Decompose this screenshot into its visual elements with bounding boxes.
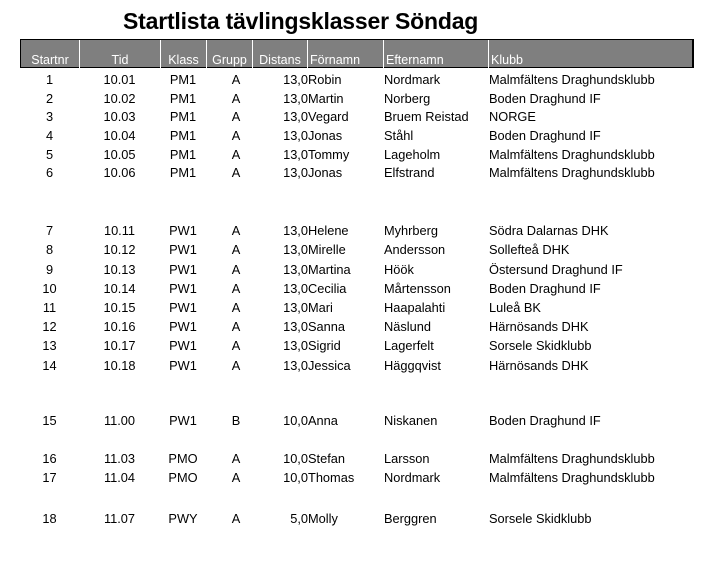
cell-fornamn: Thomas: [308, 470, 355, 485]
cell-fornamn: Helene: [308, 223, 349, 238]
cell-klass: PMO: [168, 451, 198, 466]
cell-fornamn: Anna: [308, 413, 338, 428]
cell-fornamn: Vegard: [308, 109, 349, 124]
cell-klubb: Boden Draghund IF: [489, 413, 601, 428]
cell-tid: 10.12: [103, 242, 136, 257]
cell-klubb: Malmfältens Draghundsklubb: [489, 451, 655, 466]
page-title: Startlista tävlingsklasser Söndag: [123, 8, 479, 34]
cell-startnr: 6: [45, 165, 54, 180]
cell-efternamn: Myhrberg: [384, 223, 439, 238]
table-row: [20, 280, 694, 298]
cell-startnr: 16: [42, 451, 57, 466]
cell-fornamn: Jonas: [308, 165, 343, 180]
cell-startnr: 18: [42, 511, 57, 526]
cell-grupp: A: [231, 165, 241, 180]
cell-startnr: 14: [42, 358, 57, 373]
column-header-label: Grupp: [212, 52, 247, 67]
cell-distans: 10,0: [283, 413, 308, 428]
cell-klass: PWY: [168, 511, 198, 526]
cell-klubb: Malmfältens Draghundsklubb: [489, 470, 655, 485]
table-header: [20, 39, 694, 68]
table-row: [20, 357, 694, 375]
cell-startnr: 1: [45, 72, 54, 87]
cell-klubb: Östersund Draghund IF: [489, 262, 623, 277]
cell-tid: 10.04: [103, 128, 136, 143]
cell-fornamn: Mirelle: [308, 242, 346, 257]
cell-startnr: 4: [45, 128, 54, 143]
cell-klass: PM1: [169, 147, 197, 162]
cell-tid: 10.05: [103, 147, 136, 162]
cell-startnr: 17: [42, 470, 57, 485]
column-header-label: Klass: [168, 52, 199, 67]
cell-fornamn: Martina: [308, 262, 351, 277]
cell-fornamn: Sanna: [308, 319, 346, 334]
cell-grupp: A: [231, 338, 241, 353]
cell-fornamn: Martin: [308, 91, 344, 106]
cell-klubb: Härnösands DHK: [489, 319, 589, 334]
cell-distans: 13,0: [283, 262, 308, 277]
cell-grupp: A: [231, 128, 241, 143]
cell-efternamn: Mårtensson: [384, 281, 451, 296]
cell-fornamn: Jonas: [308, 128, 343, 143]
cell-efternamn: Lagerfelt: [384, 338, 434, 353]
cell-distans: 5,0: [290, 511, 308, 526]
cell-grupp: A: [231, 91, 241, 106]
cell-grupp: A: [231, 262, 241, 277]
cell-grupp: A: [231, 358, 241, 373]
cell-fornamn: Tommy: [308, 147, 350, 162]
cell-tid: 10.03: [103, 109, 136, 124]
cell-grupp: A: [231, 281, 241, 296]
cell-klubb: Sorsele Skidklubb: [489, 338, 592, 353]
cell-grupp: A: [231, 147, 241, 162]
table-row: [20, 299, 694, 317]
column-header-grupp: [207, 40, 253, 68]
cell-klubb: Sorsele Skidklubb: [489, 511, 592, 526]
cell-distans: 13,0: [283, 300, 308, 315]
cell-efternamn: Elfstrand: [384, 165, 435, 180]
column-header-klubb: [489, 40, 692, 68]
cell-startnr: 7: [45, 223, 54, 238]
cell-efternamn: Berggren: [384, 511, 437, 526]
cell-klubb: Södra Dalarnas DHK: [489, 223, 609, 238]
cell-efternamn: Norberg: [384, 91, 431, 106]
cell-efternamn: Ståhl: [384, 128, 414, 143]
cell-fornamn: Stefan: [308, 451, 345, 466]
cell-tid: 10.06: [103, 165, 136, 180]
table-row: [20, 90, 694, 108]
cell-klass: PM1: [169, 128, 197, 143]
table-row: [20, 241, 694, 259]
cell-grupp: B: [231, 413, 241, 428]
cell-startnr: 5: [45, 147, 54, 162]
cell-distans: 13,0: [283, 281, 308, 296]
cell-klubb: Härnösands DHK: [489, 358, 589, 373]
column-header-efternamn: [384, 40, 489, 68]
cell-startnr: 13: [42, 338, 57, 353]
cell-startnr: 12: [42, 319, 57, 334]
cell-startnr: 3: [45, 109, 54, 124]
cell-klass: PW1: [169, 338, 197, 353]
cell-efternamn: Larsson: [384, 451, 430, 466]
cell-fornamn: Sigrid: [308, 338, 341, 353]
cell-klass: PW1: [169, 223, 197, 238]
cell-grupp: A: [231, 470, 241, 485]
cell-efternamn: Haapalahti: [384, 300, 446, 315]
cell-klass: PM1: [169, 165, 197, 180]
cell-distans: 13,0: [283, 128, 308, 143]
cell-tid: 10.01: [103, 72, 136, 87]
cell-tid: 10.13: [103, 262, 136, 277]
cell-fornamn: Jessica: [308, 358, 351, 373]
cell-distans: 10,0: [283, 451, 308, 466]
table-row: [20, 71, 694, 89]
cell-distans: 13,0: [283, 319, 308, 334]
column-header-label: Startnr: [31, 52, 69, 67]
cell-grupp: A: [231, 511, 241, 526]
cell-klass: PM1: [169, 109, 197, 124]
cell-klass: PMO: [168, 470, 198, 485]
cell-tid: 10.17: [103, 338, 136, 353]
cell-klubb: Boden Draghund IF: [489, 128, 601, 143]
cell-grupp: A: [231, 109, 241, 124]
cell-startnr: 15: [42, 413, 57, 428]
cell-grupp: A: [231, 223, 241, 238]
table-row: [20, 469, 694, 487]
cell-klass: PW1: [169, 413, 197, 428]
cell-klass: PM1: [169, 91, 197, 106]
cell-startnr: 11: [42, 300, 57, 315]
cell-distans: 13,0: [283, 109, 308, 124]
cell-efternamn: Andersson: [384, 242, 446, 257]
cell-distans: 13,0: [283, 223, 308, 238]
cell-startnr: 10: [42, 281, 57, 296]
table-row: [20, 261, 694, 279]
cell-distans: 13,0: [283, 72, 308, 87]
cell-fornamn: Mari: [308, 300, 333, 315]
cell-tid: 10.02: [103, 91, 136, 106]
cell-distans: 13,0: [283, 338, 308, 353]
table-row: [20, 318, 694, 336]
column-header-startnr: [21, 40, 80, 68]
cell-klubb: Malmfältens Draghundsklubb: [489, 72, 655, 87]
cell-tid: 11.07: [103, 511, 136, 526]
cell-efternamn: Nordmark: [384, 470, 441, 485]
cell-fornamn: Molly: [308, 511, 338, 526]
cell-tid: 11.00: [103, 413, 136, 428]
cell-klass: PW1: [169, 262, 197, 277]
cell-grupp: A: [231, 242, 241, 257]
cell-efternamn: Näslund: [384, 319, 431, 334]
cell-efternamn: Lageholm: [384, 147, 441, 162]
cell-tid: 10.18: [103, 358, 136, 373]
cell-tid: 10.11: [103, 223, 136, 238]
column-header-label: Klubb: [491, 52, 523, 67]
table-row: [20, 146, 694, 164]
table-row: [20, 164, 694, 182]
column-header-label: Tid: [111, 52, 129, 67]
cell-grupp: A: [231, 319, 241, 334]
cell-efternamn: Niskanen: [384, 413, 438, 428]
cell-klass: PW1: [169, 281, 197, 296]
cell-grupp: A: [231, 451, 241, 466]
cell-klass: PW1: [169, 242, 197, 257]
cell-distans: 13,0: [283, 242, 308, 257]
cell-klass: PW1: [169, 358, 197, 373]
table-row: [20, 222, 694, 240]
table-row: [20, 510, 694, 528]
cell-tid: 10.15: [103, 300, 136, 315]
cell-distans: 13,0: [283, 91, 308, 106]
cell-efternamn: Häggqvist: [384, 358, 441, 373]
cell-klubb: Luleå BK: [489, 300, 541, 315]
cell-startnr: 2: [45, 91, 54, 106]
cell-grupp: A: [231, 300, 241, 315]
column-header-klass: [161, 40, 207, 68]
cell-klubb: Boden Draghund IF: [489, 281, 601, 296]
cell-klubb: Malmfältens Draghundsklubb: [489, 165, 655, 180]
cell-fornamn: Robin: [308, 72, 342, 87]
cell-efternamn: Nordmark: [384, 72, 441, 87]
column-header-tid: [80, 40, 161, 68]
cell-distans: 13,0: [283, 358, 308, 373]
table-row: [20, 127, 694, 145]
cell-startnr: 9: [45, 262, 54, 277]
cell-tid: 11.03: [103, 451, 136, 466]
column-header-label: Förnamn: [310, 52, 361, 67]
cell-tid: 10.14: [103, 281, 136, 296]
cell-distans: 13,0: [283, 165, 308, 180]
cell-startnr: 8: [45, 242, 54, 257]
cell-distans: 13,0: [283, 147, 308, 162]
cell-klubb: Malmfältens Draghundsklubb: [489, 147, 655, 162]
cell-tid: 10.16: [103, 319, 136, 334]
cell-efternamn: Bruem Reistad: [384, 109, 469, 124]
column-header-label: Distans: [259, 52, 301, 67]
cell-distans: 10,0: [283, 470, 308, 485]
table-row: [20, 450, 694, 468]
cell-klass: PW1: [169, 300, 197, 315]
cell-efternamn: Höök: [384, 262, 414, 277]
cell-klubb: Boden Draghund IF: [489, 91, 601, 106]
cell-tid: 11.04: [103, 470, 136, 485]
cell-grupp: A: [231, 72, 241, 87]
cell-klass: PM1: [169, 72, 197, 87]
table-row: [20, 337, 694, 355]
column-header-label: Efternamn: [386, 52, 444, 67]
cell-klass: PW1: [169, 319, 197, 334]
cell-klubb: NORGE: [489, 109, 536, 124]
table-row: [20, 108, 694, 126]
column-header-fornamn: [308, 40, 384, 68]
column-header-distans: [253, 40, 308, 68]
cell-klubb: Sollefteå DHK: [489, 242, 570, 257]
cell-fornamn: Cecilia: [308, 281, 347, 296]
table-row: [20, 412, 694, 430]
